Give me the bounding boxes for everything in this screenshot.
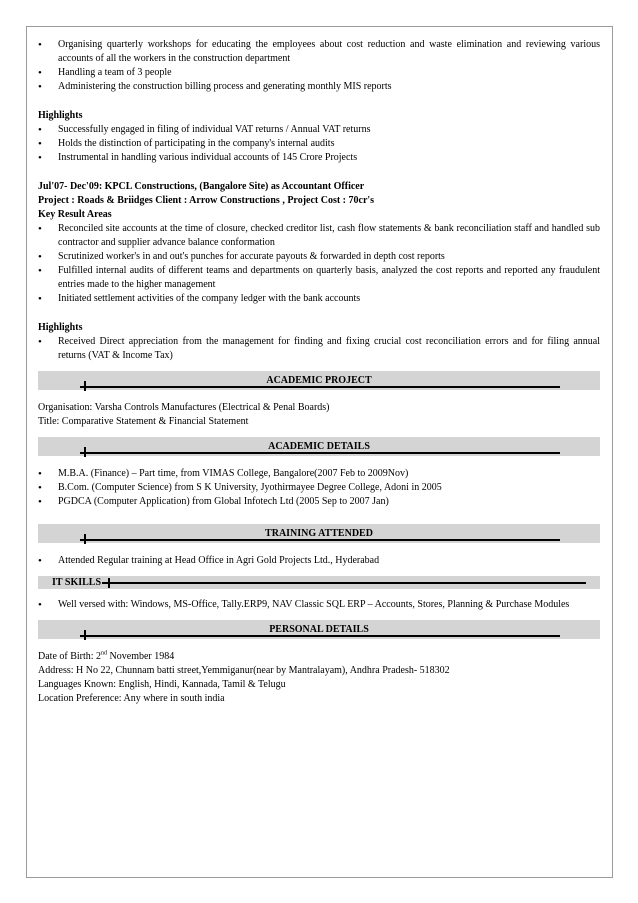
section-rule <box>80 386 560 388</box>
section-band-it-skills <box>38 576 600 598</box>
section-title: ACADEMIC DETAILS <box>268 441 370 452</box>
list-item: • Attended Regular training at Head Office in Agri Gold Projects Ltd., Hyderabad <box>38 554 600 568</box>
list-item: • Reconciled site accounts at the time of closure, checked creditor list, cash flow statements & bank reconciliation staff and handled sub contractor and supplier advance balance conformation <box>38 222 600 250</box>
section-rule-tick <box>84 630 86 640</box>
kra-list <box>38 222 600 306</box>
job-title: Jul'07- Dec'09: KPCL Constructions, (Bangalore Site) as Accountant Officer <box>38 181 365 192</box>
section-band-personal <box>38 620 600 650</box>
academic-list <box>38 467 600 509</box>
list-item: • Initiated settlement activities of the company ledger with the bank accounts <box>38 292 600 306</box>
section-rule <box>80 539 560 541</box>
section-title: IT SKILLS <box>52 577 102 588</box>
address: Address: H No 22, Chunnam batti street,Yemmiganur(near by Mantralayam), Andhra Pradesh- 518302 <box>38 665 450 676</box>
list-item: • PGDCA (Computer Application) from Global Infotech Ltd (2005 Sep to 2007 Jan) <box>38 495 600 509</box>
section-title: PERSONAL DETAILS <box>269 624 369 635</box>
section-band-academic-project <box>38 371 600 401</box>
project-organisation: Organisation: Varsha Controls Manufactures (Electrical & Penal Boards) <box>38 402 330 413</box>
project-title: Title: Comparative Statement & Financial Statement <box>38 416 249 427</box>
training-list <box>38 554 600 568</box>
project-line: Project : Roads & Briidges Client : Arrow Constructions , Project Cost : 70cr's <box>38 195 375 206</box>
list-item: • Successfully engaged in filing of individual VAT returns / Annual VAT returns <box>38 123 600 137</box>
list-item: • Fulfilled internal audits of different teams and departments on quarterly basis, analyzed the cost reports and reported any fraudulent entries made to the higher management <box>38 264 600 292</box>
highlights-heading: Highlights <box>38 322 83 333</box>
section-title: TRAINING ATTENDED <box>265 528 373 539</box>
skills-list <box>38 598 600 612</box>
list-item: • Received Direct appreciation from the management for finding and fixing crucial cost reconciliation errors and for filing annual returns (VAT & Income Tax) <box>38 335 600 363</box>
list-item: • Scrutinized worker's in and out's punches for accurate payouts & forwarded in depth cost reports <box>38 250 600 264</box>
list-item: • Organising quarterly workshops for educating the employees about cost reduction and waste elimination and reviewing various accounts of all the workers in the construction department <box>38 38 600 66</box>
highlights-list <box>38 335 600 363</box>
list-item: • B.Com. (Computer Science) from S K University, Jyothirmayee Degree College, Adoni in 2005 <box>38 481 600 495</box>
section-band-academic-details <box>38 437 600 467</box>
section-rule-tick <box>108 578 110 588</box>
list-item: • Administering the construction billing process and generating monthly MIS reports <box>38 80 600 94</box>
list-item: • Handling a team of 3 people <box>38 66 600 80</box>
section-rule <box>80 452 560 454</box>
responsibility-list <box>38 38 600 94</box>
section-rule-tick <box>84 447 86 457</box>
location-preference: Location Preference: Any where in south india <box>38 693 225 704</box>
section-rule-tick <box>84 381 86 391</box>
section-band-training <box>38 524 600 554</box>
section-rule-tick <box>84 534 86 544</box>
resume-content <box>38 38 600 706</box>
section-rule <box>102 582 586 584</box>
list-item: • Well versed with: Windows, MS-Office, Tally.ERP9, NAV Classic SQL ERP – Accounts, Stores, Planning & Purchase Modules <box>38 598 600 612</box>
section-title: ACADEMIC PROJECT <box>266 375 372 386</box>
languages-known: Languages Known: English, Hindi, Kannada, Tamil & Telugu <box>38 679 286 690</box>
section-rule <box>80 635 560 637</box>
list-item: • M.B.A. (Finance) – Part time, from VIMAS College, Bangalore(2007 Feb to 2009Nov) <box>38 467 600 481</box>
kra-heading: Key Result Areas <box>38 209 112 220</box>
highlights-heading: Highlights <box>38 110 83 121</box>
list-item: • Holds the distinction of participating in the company's internal audits <box>38 137 600 151</box>
date-of-birth: Date of Birth: 2nd November 1984 <box>38 650 175 662</box>
highlights-list <box>38 123 600 165</box>
list-item: • Instrumental in handling various individual accounts of 145 Crore Projects <box>38 151 600 165</box>
